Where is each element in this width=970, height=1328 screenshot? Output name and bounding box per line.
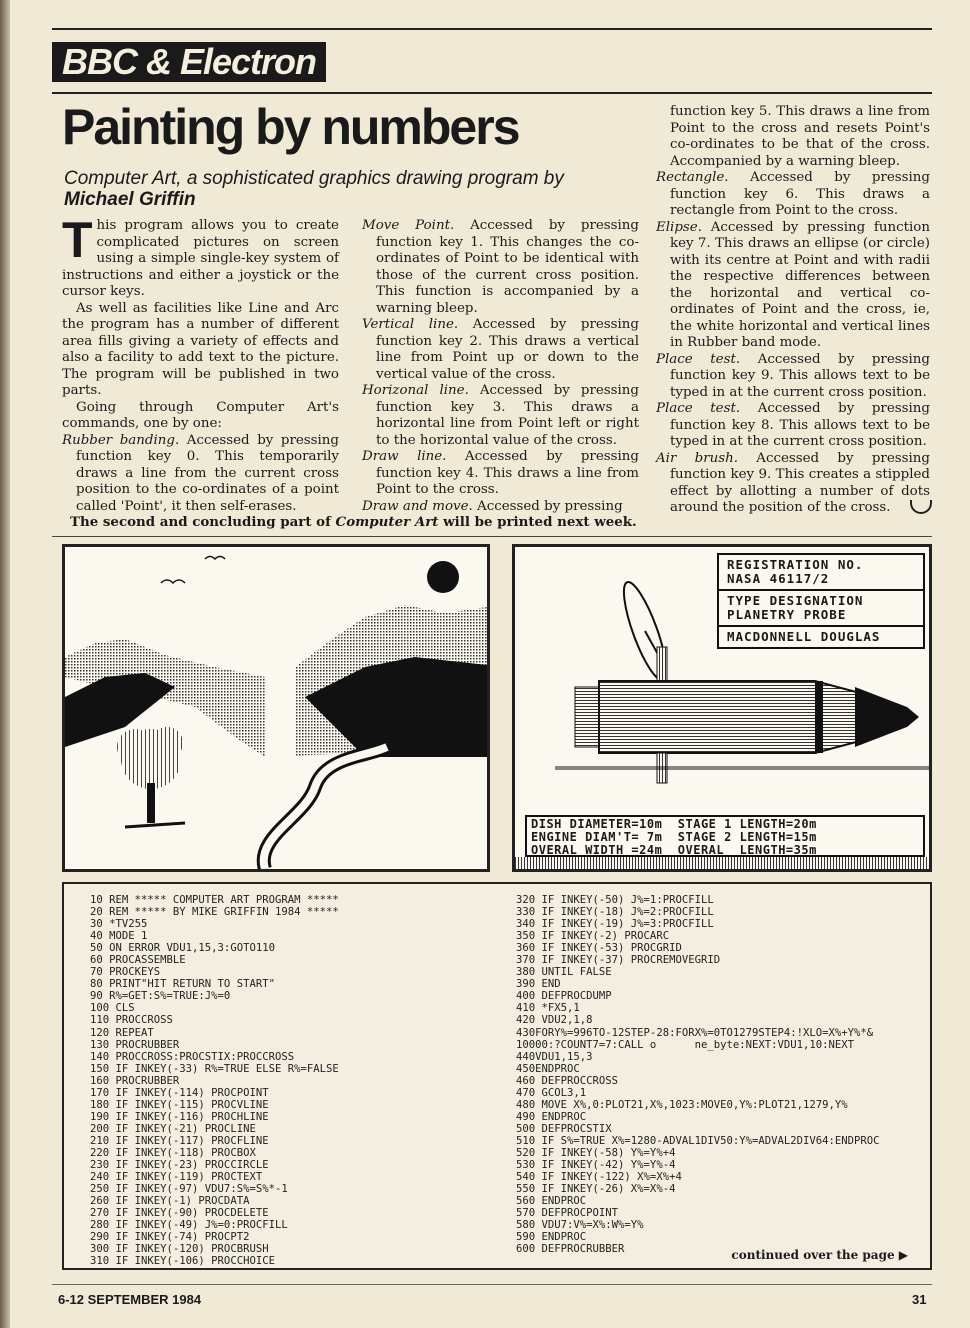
continued-note: continued over the page ▶ bbox=[731, 1248, 908, 1262]
concluding-note: The second and concluding part of Computer Art will be printed next week. bbox=[70, 514, 637, 530]
bird-icon bbox=[205, 557, 225, 560]
landscape-picture bbox=[62, 544, 490, 872]
command-entry: Rubber banding. Accessed by pressing function key 0. This temporarily draws a line from the current cross position to the co-ordinates of a point called 'Point', it then self-erases. bbox=[62, 432, 340, 514]
command-entry: Horizonal line. Accessed by pressing function key 3. This draws a horizontal line from Point left or right to the horizontal value of the cross. bbox=[362, 383, 639, 448]
article-column-1 bbox=[62, 212, 340, 515]
probe-nose bbox=[855, 687, 919, 747]
command-entry: Draw line. Accessed by pressing function key 4. This draws a line from Point to the cross. bbox=[362, 449, 639, 497]
command-entry: Move Point. Accessed by pressing function key 1. This changes the co-ordinates of Point to be identical with those of the current cross position. This function is accompanied by a warning bleep. bbox=[362, 218, 639, 316]
command-entry: Elipse. Accessed by pressing function key 7. This draws an ellipse (or circle) with its centre at Point and with radii the respective differences between the horizontal and vertical co-ordinates of Point and the cross, ie, the white horizontal and vertical lines in Rubber band mode. bbox=[656, 219, 930, 350]
intro-paragraph-3: Going through Computer Art's commands, one by one: bbox=[62, 399, 339, 431]
program-listing bbox=[62, 882, 932, 1270]
headline: Painting by numbers bbox=[62, 99, 519, 155]
listing-right-column: 320 IF INKEY(-50) J%=1:PROCFILL 330 IF INKEY(-18) J%=2:PROCFILL 340 IF INKEY(-19) J%=3:PROCFILL 350 IF INKEY(-2) PROCARC 360 IF INKEY(-53) PROCGRID 370 IF INKEY(-37) PROCREMOVEGRID 380 UNTIL FALSE 390 END 400 DEFPROCDUMP 410 *FX5,1 420 VDU2,1,8 430FORY%=996TO-12STEP-28:FORX%=0TO1279STEP4:!XLO=X%+Y%*& 10000:?COUNT7=7:CALL o ne_byte:NEXT:VDU1,10:NEXT 440VDU1,15,3 450ENDPROC 460 DEFPROCCROSS 470 GCOL3,1 480 MOVE X%,0:PLOT21,X%,1023:MOVE0,Y%:PLOT21,1279,Y% 490 ENDPROC 500 DEFPROCSTIX 510 IF S%=TRUE X%=1280-ADVAL1DIV50:Y%=ADVAL2DIV64:ENDPROC 520 IF INKEY(-58) Y%=Y%+4 530 IF INKEY(-42) Y%=Y%-4 540 IF INKEY(-122) X%=X%+4 550 IF INKEY(-26) X%=X%-4 560 ENDPROC 570 DEFPROCPOINT 580 VDU7:V%=X%:W%=Y% 590 ENDPROC 600 DEFPROCRUBBER bbox=[516, 894, 880, 1256]
sun-icon bbox=[427, 561, 459, 593]
issue-date: 6-12 SEPTEMBER 1984 bbox=[58, 1292, 202, 1307]
section-tag: BBC & Electron bbox=[52, 42, 326, 82]
rule bbox=[52, 536, 932, 537]
author: Michael Griffin bbox=[64, 189, 196, 210]
top-rule bbox=[52, 28, 932, 30]
command-entry-continued: function key 5. This draws a line from Point to the cross and resets Point's co-ordinates to be that of the cross. Accompanied by a warning bleep. bbox=[670, 104, 930, 169]
command-entry: Air brush. Accessed by pressing function key 9. This creates a stippled effect by allotting a number of dots around the position of the cross. bbox=[656, 450, 930, 515]
page-edge bbox=[0, 0, 10, 1328]
footer-rule bbox=[52, 1284, 932, 1285]
landscape-illustration bbox=[65, 547, 487, 869]
command-entry: Rectangle. Accessed by pressing function key 6. This draws a rectangle from Point to the cross. bbox=[656, 170, 930, 218]
article-column-3 bbox=[656, 104, 930, 517]
probe-body bbox=[599, 681, 895, 753]
intro-paragraph-2: As well as facilities like Line and Arc the program has a number of different area fills giving a variety of effects and also a facility to add text to the picture. The program will be published in two parts. bbox=[62, 300, 339, 398]
engine-nozzle bbox=[575, 687, 599, 747]
subhead bbox=[64, 168, 654, 210]
section-rule bbox=[52, 92, 932, 94]
probe-picture bbox=[512, 544, 932, 872]
subhead-text: Computer Art, a sophisticated graphics drawing program by bbox=[64, 168, 564, 189]
command-entry: Vertical line. Accessed by pressing function key 2. This draws a vertical line from Point up or down to the vertical value of the cross. bbox=[362, 317, 640, 382]
command-entry: Draw and move. Accessed by pressing bbox=[362, 498, 623, 514]
tree-trunk bbox=[147, 783, 155, 823]
article-column-2 bbox=[362, 218, 639, 515]
registration-box: REGISTRATION NO. NASA 46117/2 TYPE DESIGNATION PLANETRY PROBE MACDONNELL DOUGLAS bbox=[717, 553, 925, 649]
probe-specs: DISH DIAMETER=10m STAGE 1 LENGTH=20m ENGINE DIAM'T= 7m STAGE 2 LENGTH=15m OVERAL WIDTH =24m OVERAL LENGTH=35m bbox=[525, 815, 925, 857]
intro-paragraph-1: his program allows you to create complicated pictures on screen using a simple single-key system of instructions and either a joystick or the cursor keys. bbox=[62, 218, 339, 299]
page-number: 31 bbox=[912, 1292, 927, 1307]
command-entry: Place test. Accessed by pressing function key 8. This allows text to be typed in at the current cross position. bbox=[656, 401, 930, 449]
listing-left-column: 10 REM ***** COMPUTER ART PROGRAM ***** 20 REM ***** BY MIKE GRIFFIN 1984 ***** 30 *TV255 40 MODE 1 50 ON ERROR VDU1,15,3:GOTO110 60 PROCASSEMBLE 70 PROCKEYS 80 PRINT"HIT RETURN TO START" 90 R%=GET:S%=TRUE:J%=0 100 CLS 110 PROCCROSS 120 REPEAT 130 PROCRUBBER 140 PROCCROSS:PROCSTIX:PROCCROSS 150 IF INKEY(-33) R%=TRUE ELSE R%=FALSE 160 PROCRUBBER 170 IF INKEY(-114) PROCPOINT 180 IF INKEY(-115) PROCVLINE 190 IF INKEY(-116) PROCHLINE 200 IF INKEY(-21) PROCLINE 210 IF INKEY(-117) PROCFLINE 220 IF INKEY(-118) PROCBOX 230 IF INKEY(-23) PROCCIRCLE 240 IF INKEY(-119) PROCTEXT 250 IF INKEY(-97) VDU7:S%=S%*-1 260 IF INKEY(-1) PROCDATA 270 IF INKEY(-90) PROCDELETE 280 IF INKEY(-49) J%=0:PROCFILL 290 IF INKEY(-74) PROCPT2 300 IF INKEY(-120) PROCBRUSH 310 IF INKEY(-106) PROCCHOICE bbox=[90, 894, 339, 1268]
command-entry: Place test. Accessed by pressing function key 9. This allows text to be typed in at the current cross position. bbox=[656, 351, 930, 400]
drop-cap: T bbox=[62, 212, 93, 268]
bird-icon bbox=[161, 580, 185, 583]
